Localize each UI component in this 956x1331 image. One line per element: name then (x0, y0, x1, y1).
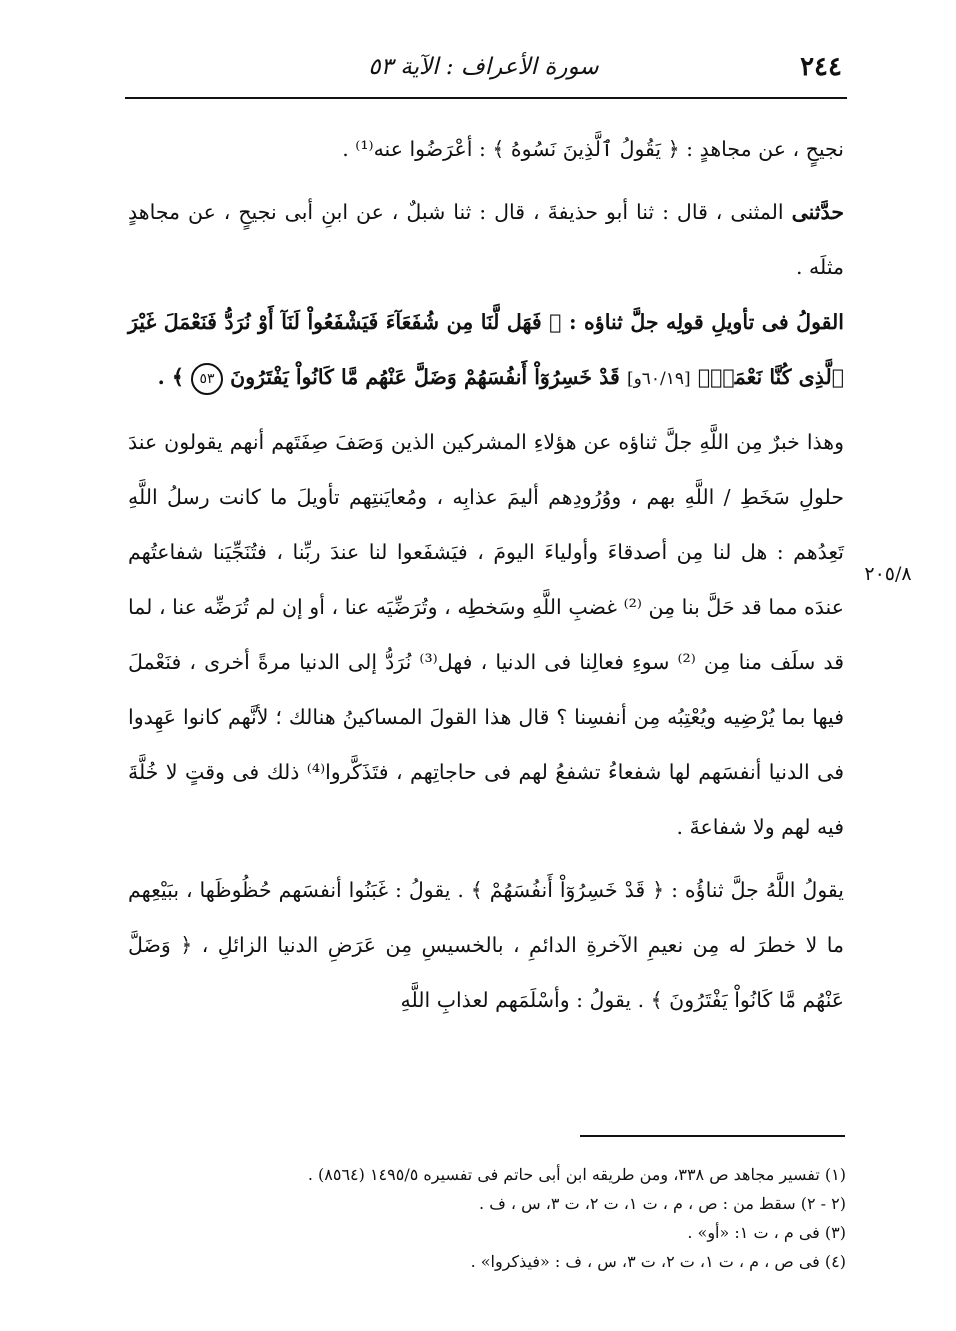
footnote-3: (٣) فى م ، ت ١: «أو» . (687, 1223, 846, 1242)
paragraph-1 (128, 122, 844, 177)
footnotes (128, 1160, 846, 1276)
paragraph-5-text: يقولُ اللَّهُ جلَّ ثناؤُه : ﴿ قَدْ خَسِرُوٓاْ أَنفُسَهُمْ ﴾ . يقولُ : غَبَنُوا أنفسَهم حُظُوظَها ، ببَيْعِهم ما لا خطرَ له مِن نعيمِ الآخرةِ الدائمِ ، بالخسيسِ مِن عَرَضِ الدنيا الزائلِ ، ﴿ وَضَلَّ عَنْهُم مَّا كَانُواْ يَفْتَرُونَ ﴾ . يقولُ : وأسْلَمَهم لعذابِ اللَّهِ (128, 878, 844, 1012)
quran-verse-part-1: ﴿ فَهَل لَّنَا مِن شُفَعَآءَ فَيَشْفَعُواْ لَنَآ أَوْ نُرَدُّ فَنَعْمَلَ غَيْرَ ٱلَّذِى كُنَّا نَعْمَلُۚ (128, 310, 844, 389)
quran-verse-part-2: قَدْ خَسِرُوٓاْ أَنفُسَهُمْ وَضَلَّ عَنْهُم مَّا كَانُواْ يَفْتَرُونَ (223, 365, 627, 389)
header-title: سورة الأعراف : الآية ٥٣ (368, 54, 599, 80)
footnote-1: (١) تفسير مجاهد ص ٣٣٨، ومن طريقه ابن أبى حاتم فى تفسيره ١٤٩٥/٥ (٨٥٦٤) . (307, 1165, 846, 1184)
paragraph-2-text: المثنى ، قال : ثنا أبو حذيفةَ ، قال : ثنا شبلٌ ، عن ابنِ أبى نجيحٍ ، عن مجاهدٍ مثلَه . (128, 200, 844, 279)
paragraph-2 (128, 185, 844, 295)
footnote-4: (٤) فى ص ، م ، ت ١، ت ٢، ت ٣، س ، ف : «فيذكروا» . (470, 1252, 846, 1271)
paragraph-4 (128, 415, 844, 855)
quran-verse-closing: ﴾ . (157, 365, 192, 389)
commentary-heading: القولُ فى تأويلِ قولِه جلَّ ثناؤه : (568, 310, 844, 334)
paragraph-4-text: وهذا خبرٌ مِن اللَّهِ جلَّ ثناؤه عن هؤلاءِ المشركين الذين وَصَفَ صِفَتَهم أنهم يقولون عندَ حلولِ سَخَطِ / اللَّهِ بهم ، ووُرُودِهم أليمَ عذابِه ، ومُعايَنتِهم تأويلَ ما كانت رسلُ اللَّهِ تَعِدُهم : هل لنا مِن أصدقاءَ وأولياءَ اليومَ ، فيَشفَعوا لنا عندَ ربِّنا ، فتُنَجِّيَنا شفاعتُهم عندَه مما قد حَلَّ بنا مِن ⁽²⁾ غضبِ اللَّهِ وسَخطِه ، وتُرَضِّيَه عنا ، أو إن لم تُرَضِّه عنا ، لما قد سلَف منا مِن ⁽²⁾ سوءِ فعالِنا فى الدنيا ، فهل⁽³⁾ نُرَدُّ إلى الدنيا مرةً أخرى ، فنَعْملَ فيها بما يُرْضِيه ويُعْتِبُه مِن أنفسِنا ؟ قال هذا القولَ المساكينُ هنالك ؛ لأنَّهم كانوا عَهِدوا فى الدنيا أنفسَهم لها شفعاءُ تشفعُ لهم فى حاجاتِهم ، فتَذَكَّروا⁽⁴⁾ ذلك فى وقتٍ لا خُلَّةَ فيه لهم ولا شفاعةَ . (128, 430, 844, 839)
ayah-number-marker: ٥٣ (191, 363, 223, 395)
paragraph-1-text: نجيحٍ ، عن مجاهدٍ : ﴿ يَقُولُ ٱلَّذِينَ نَسُوهُ ﴾ : أعْرَضُوا عنه⁽¹⁾ . (342, 137, 844, 161)
paragraph-2-lead: حدَّثنى (791, 200, 844, 224)
running-header (125, 48, 842, 88)
page-number: ٢٤٤ (800, 52, 842, 82)
header-divider (125, 97, 847, 99)
paragraph-5 (128, 863, 844, 1028)
margin-reference: ٢٠٥/٨ (864, 563, 912, 585)
footnote-divider (580, 1135, 845, 1137)
footnote-2: (٢ - ٢) سقط من : ص ، م ، ت ١، ت ٢، ت ٣، س ، ف . (479, 1194, 846, 1213)
main-text (128, 122, 844, 1036)
paragraph-3-verse (128, 295, 844, 407)
manuscript-reference: [٦٠/١٩و] (626, 369, 691, 389)
